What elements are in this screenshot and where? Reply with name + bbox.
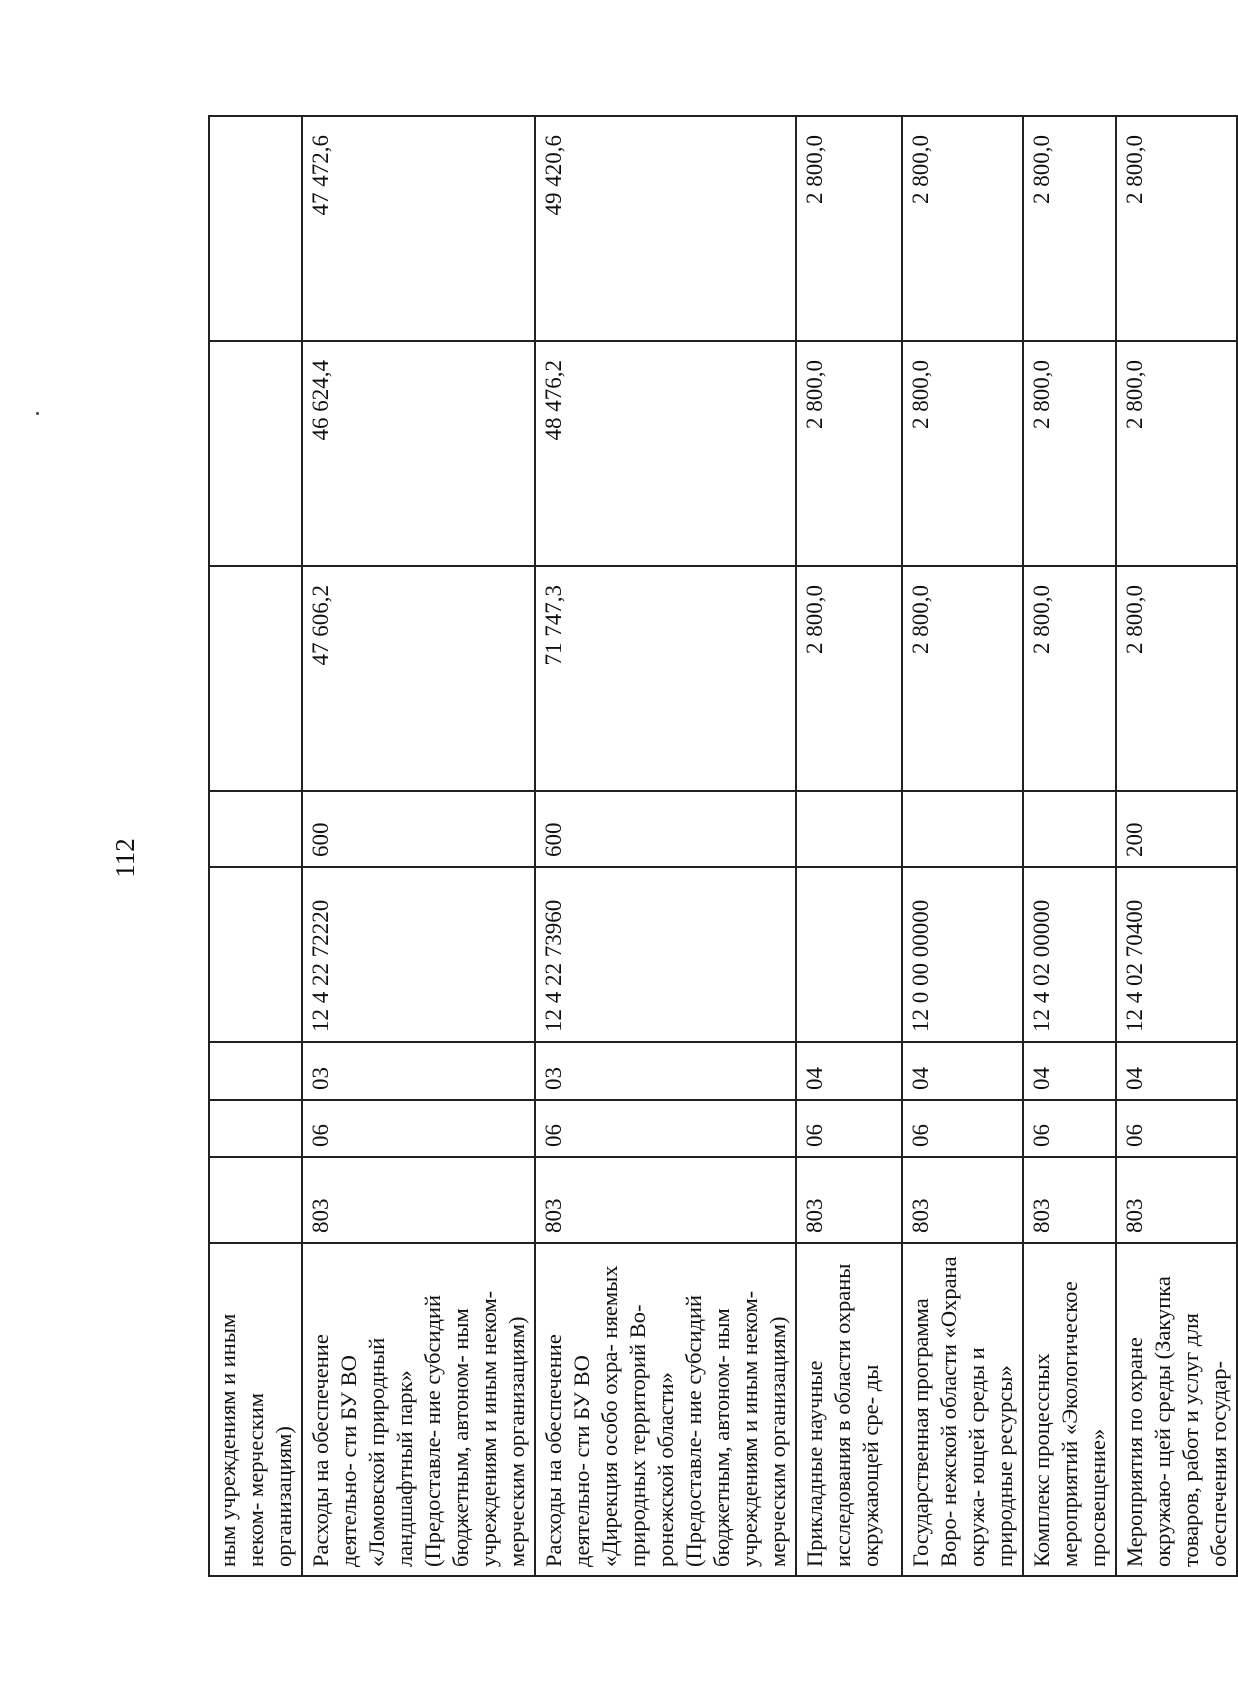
target-article-code: 12 0 00 00000 bbox=[902, 867, 1023, 1042]
table-row bbox=[1023, 116, 1116, 1576]
subsection-code: 03 bbox=[535, 1042, 796, 1100]
amount-year-3 bbox=[209, 116, 302, 341]
section-code: 06 bbox=[535, 1100, 796, 1157]
grbs-code: 803 bbox=[302, 1157, 535, 1243]
expense-type-code bbox=[1023, 791, 1116, 867]
table-row bbox=[209, 116, 302, 1576]
amount-year-2 bbox=[209, 341, 302, 566]
grbs-code: 803 bbox=[1116, 1157, 1237, 1243]
expense-type-code: 600 bbox=[302, 791, 535, 867]
amount-year-1: 2 800,0 bbox=[902, 566, 1023, 791]
grbs-code bbox=[209, 1157, 302, 1243]
amount-year-3: 2 800,0 bbox=[796, 116, 902, 341]
rotated-table-container bbox=[208, 117, 1231, 1577]
amount-year-2: 46 624,4 bbox=[302, 341, 535, 566]
amount-year-3: 2 800,0 bbox=[1023, 116, 1116, 341]
target-article-code: 12 4 22 72220 bbox=[302, 867, 535, 1042]
section-code: 06 bbox=[1116, 1100, 1237, 1157]
table-row bbox=[302, 116, 535, 1576]
subsection-code: 04 bbox=[796, 1042, 902, 1100]
section-code: 06 bbox=[302, 1100, 535, 1157]
expense-type-code bbox=[796, 791, 902, 867]
table-row bbox=[1116, 116, 1237, 1576]
amount-year-3: 47 472,6 bbox=[302, 116, 535, 341]
target-article-code: 12 4 02 00000 bbox=[1023, 867, 1116, 1042]
subsection-code: 04 bbox=[902, 1042, 1023, 1100]
amount-year-2: 2 800,0 bbox=[1116, 341, 1237, 566]
budget-table bbox=[208, 115, 1238, 1577]
expense-type-code bbox=[209, 791, 302, 867]
amount-year-1: 2 800,0 bbox=[1116, 566, 1237, 791]
scan-speck bbox=[36, 412, 39, 415]
expense-type-code: 200 bbox=[1116, 791, 1237, 867]
table-body bbox=[209, 116, 1237, 1576]
section-code: 06 bbox=[796, 1100, 902, 1157]
target-article-code: 12 4 22 73960 bbox=[535, 867, 796, 1042]
row-description: Прикладные научные исследования в области охраны окружающей сре- ды bbox=[796, 1243, 902, 1576]
amount-year-2: 2 800,0 bbox=[902, 341, 1023, 566]
table-row bbox=[796, 116, 902, 1576]
subsection-code: 04 bbox=[1023, 1042, 1116, 1100]
grbs-code: 803 bbox=[535, 1157, 796, 1243]
page-number: 112 bbox=[110, 838, 140, 878]
row-description: ным учреждениям и иным неком- мерческим организациям) bbox=[209, 1243, 302, 1576]
amount-year-3: 2 800,0 bbox=[902, 116, 1023, 341]
row-description: Расходы на обеспечение деятельно- сти БУ ВО «Ломовской природный ландшафтный парк» (Предоставле- ние субсидий бюджетным, автоном- ным учреждениям и иным неком- мерческим организациям) bbox=[302, 1243, 535, 1576]
subsection-code: 04 bbox=[1116, 1042, 1237, 1100]
amount-year-3: 49 420,6 bbox=[535, 116, 796, 341]
row-description: Комплекс процессных мероприятий «Экологическое просвещение» bbox=[1023, 1243, 1116, 1576]
expense-type-code: 600 bbox=[535, 791, 796, 867]
amount-year-2: 2 800,0 bbox=[796, 341, 902, 566]
amount-year-1 bbox=[209, 566, 302, 791]
grbs-code: 803 bbox=[796, 1157, 902, 1243]
section-code: 06 bbox=[1023, 1100, 1116, 1157]
amount-year-2: 2 800,0 bbox=[1023, 341, 1116, 566]
row-description: Мероприятия по охране окружаю- щей среды (Закупка товаров, работ и услуг для обеспечения государ- bbox=[1116, 1243, 1237, 1576]
target-article-code: 12 4 02 70400 bbox=[1116, 867, 1237, 1042]
amount-year-3: 2 800,0 bbox=[1116, 116, 1237, 341]
table-row bbox=[535, 116, 796, 1576]
row-description: Расходы на обеспечение деятельно- сти БУ ВО «Дирекция особо охра- няемых природных территорий Во- ронежской области» (Предоставле- ние субсидий бюджетным, автоном- ным учреждениям и иным неком- мерческим организациям) bbox=[535, 1243, 796, 1576]
amount-year-1: 47 606,2 bbox=[302, 566, 535, 791]
grbs-code: 803 bbox=[1023, 1157, 1116, 1243]
expense-type-code bbox=[902, 791, 1023, 867]
amount-year-1: 71 747,3 bbox=[535, 566, 796, 791]
table-row bbox=[902, 116, 1023, 1576]
amount-year-1: 2 800,0 bbox=[1023, 566, 1116, 791]
target-article-code bbox=[796, 867, 902, 1042]
row-description: Государственная программа Воро- нежской области «Охрана окружа- ющей среды и природные ресурсы» bbox=[902, 1243, 1023, 1576]
amount-year-1: 2 800,0 bbox=[796, 566, 902, 791]
subsection-code bbox=[209, 1042, 302, 1100]
target-article-code bbox=[209, 867, 302, 1042]
section-code bbox=[209, 1100, 302, 1157]
grbs-code: 803 bbox=[902, 1157, 1023, 1243]
amount-year-2: 48 476,2 bbox=[535, 341, 796, 566]
subsection-code: 03 bbox=[302, 1042, 535, 1100]
section-code: 06 bbox=[902, 1100, 1023, 1157]
